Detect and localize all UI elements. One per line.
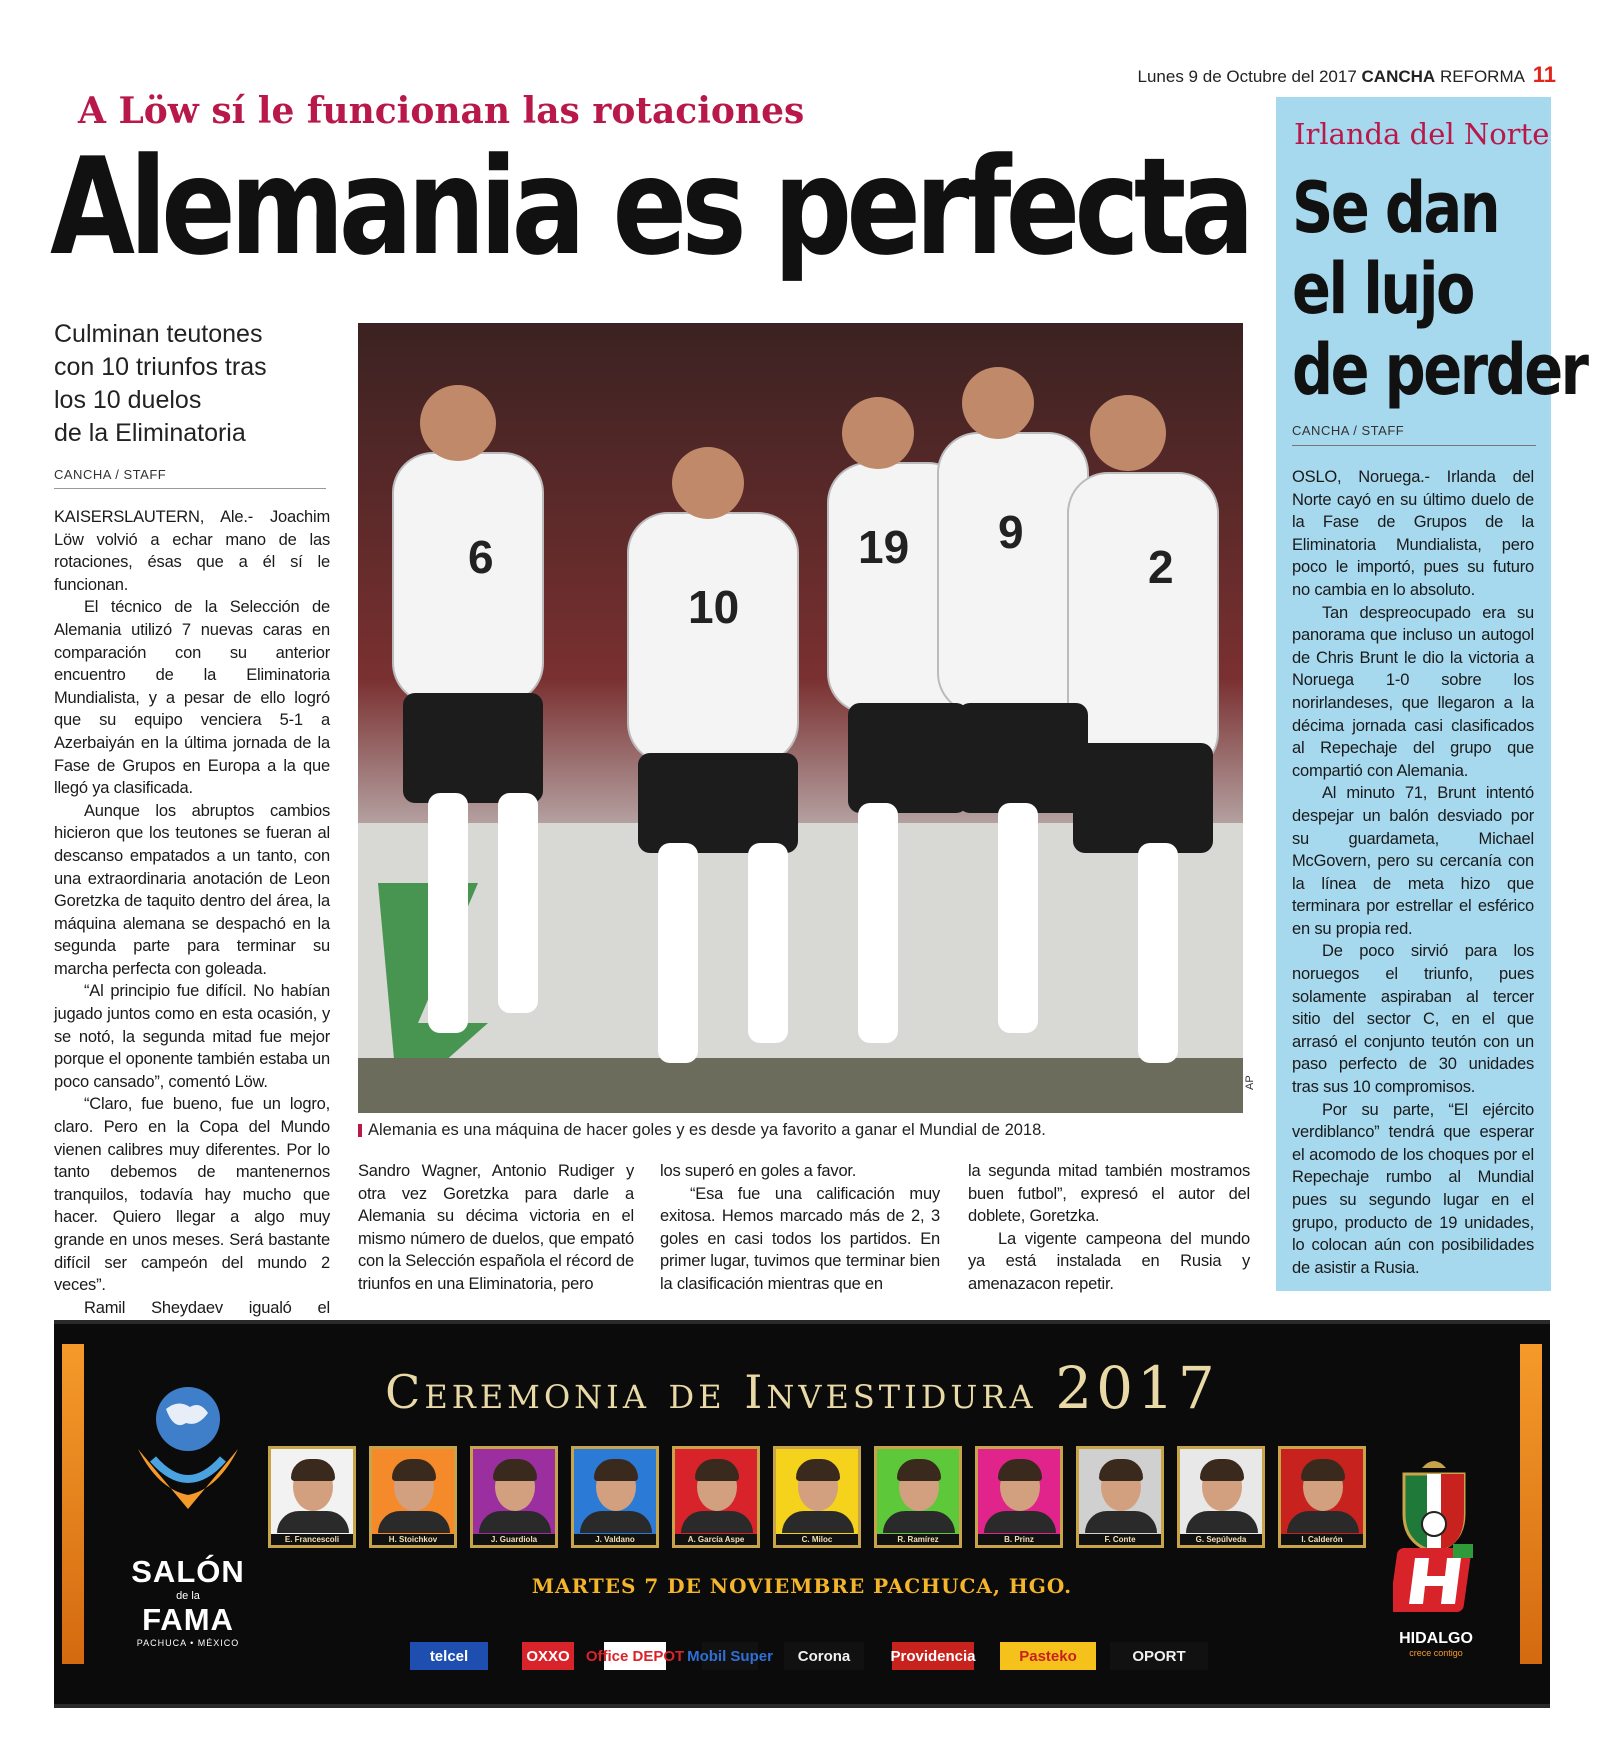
paragraph: Tan despreocupado era su panorama que incluso un autogol de Chris Brunt le dio la victoria a Noruega 1-0 sobre los norirlandeses, que llegaron a la décima jornada casi clasificados al Repechaje del grupo que compartió con Alemania. [1292, 603, 1534, 780]
portrait-hair [998, 1459, 1042, 1481]
caption-marker [358, 1124, 362, 1137]
inductee-portrait [571, 1446, 659, 1548]
fama-text: FAMA [142, 1602, 234, 1637]
portrait-shoulders [883, 1511, 955, 1533]
paragraph: Por su parte, “El ejército verdiblanco” tendrá que esperar el acomodo de los choques por el Repechaje rumbo al Mundial pues su segundo lugar en el grupo, producto de 19 unidades, lo colocan aún con posibilidades de asistir a Rusia. [1292, 1100, 1534, 1277]
sidebar-headline [1292, 168, 1587, 411]
page-number: 11 [1532, 62, 1556, 87]
inductee-name: J. Guardiola [473, 1534, 555, 1545]
inductee-name: C. Miloc [776, 1534, 858, 1545]
inductee-portrait [975, 1446, 1063, 1548]
portrait-hair [291, 1459, 335, 1481]
svg-text:6: 6 [468, 531, 494, 583]
deck-line: los 10 duelos [54, 386, 202, 414]
ad-year: 2017 [1055, 1354, 1219, 1422]
portrait-hair [1099, 1459, 1143, 1481]
deck-line: con 10 triunfos tras [54, 353, 267, 381]
portrait-shoulders [1186, 1511, 1258, 1533]
paragraph: La vigente campeona del mundo ya está instalada en Rusia y amenazacon repetir. [968, 1229, 1250, 1293]
inductee-portrait [773, 1446, 861, 1548]
photo-credit: AP [1244, 1075, 1256, 1090]
inductee-portrait [369, 1446, 457, 1548]
inductee-name: A. García Aspe [675, 1534, 757, 1545]
divider [54, 488, 326, 489]
sponsor-logo: OXXO [522, 1642, 574, 1670]
portrait-hair [897, 1459, 941, 1481]
issue-date: Lunes 9 de Octubre del 2017 [1137, 67, 1357, 86]
paragraph: El técnico de la Selección de Alemania utilizó 7 nuevas caras en comparación con su anterior encuentro de la Eliminatoria Mundialista, y a pesar de ello logró que su equipo venciera 5-1 a Azerbaiyán en la última jornada de la Fase de Grupos en Europa a la que llegó ya clasificada. [54, 598, 330, 798]
hidalgo-logo [1388, 1630, 1484, 1658]
inductee-portrait [1278, 1446, 1366, 1548]
portrait-hair [493, 1459, 537, 1481]
inductee-name: J. Valdano [574, 1534, 656, 1545]
inductee-name: R. Ramírez [877, 1534, 959, 1545]
sponsor-logo: Mobil Super [702, 1642, 758, 1670]
ad-title-text: Ceremonia de Investidura [385, 1365, 1037, 1419]
svg-text:10: 10 [688, 581, 740, 633]
inductee-name: F. Conte [1079, 1534, 1161, 1545]
article-headline: Alemania es perfecta [50, 129, 1250, 285]
inductee-portrait [874, 1446, 962, 1548]
salon-text: de la [176, 1590, 200, 1602]
svg-text:9: 9 [998, 506, 1024, 558]
paragraph: Aunque los abruptos cambios hicieron que los teutones se fueran al descanso empatados a un tanto, con una extraordinaria anotación de Leon Goretzka de taquito dentro del área, la máquina alemana se despachó en la segunda parte para terminar su marcha perfecta con goleada. [54, 801, 330, 978]
article-column-1 [54, 506, 330, 1387]
sidebar-byline: CANCHA / STAFF [1292, 423, 1405, 438]
paragraph: “Al principio fue difícil. No habían jugado juntos como en esta ocasión, y se notó, la segunda mitad fue mejor porque el oponente también estaba un poco cansado”, comentó Löw. [54, 982, 330, 1091]
globe-icon [128, 1379, 248, 1509]
portrait-hair [392, 1459, 436, 1481]
paragraph: “Claro, fue bueno, fue un logro, claro. Pero en la Copa del Mundo vienen calibres muy diferentes. Por lo tanto debemos de mantenernos tranquilos, todavía hay mucho que hacer. Quiero llegar a algo muy grande en unos meses. Será bastante difícil ser campeón del mundo 2 veces”. [54, 1095, 330, 1295]
photo-illustration [358, 323, 1243, 1113]
photo-caption [358, 1121, 1046, 1140]
location-text: PACHUCA • MÉXICO [136, 1638, 240, 1648]
inductee-name: H. Stoichkov [372, 1534, 454, 1545]
inductee-name: I. Calderón [1281, 1534, 1363, 1545]
inductee-name: G. Sepúlveda [1180, 1534, 1262, 1545]
portrait-shoulders [782, 1511, 854, 1533]
inductee-portrait [672, 1446, 760, 1548]
article-column-2 [358, 1160, 634, 1296]
portrait-hair [796, 1459, 840, 1481]
article-column-4 [968, 1160, 1250, 1296]
article-byline: CANCHA / STAFF [54, 467, 167, 482]
hall-of-fame-advertisement [54, 1320, 1550, 1708]
portrait-shoulders [479, 1511, 551, 1533]
article-column-3 [660, 1160, 940, 1296]
salon-de-la-fama-logo [128, 1554, 248, 1648]
article-kicker: A Löw sí le funcionan las rotaciones [78, 90, 805, 132]
headline-line: de perder [1292, 329, 1587, 411]
hidalgo-tagline: crece contigo [1409, 1648, 1463, 1658]
article-deck [54, 318, 354, 450]
portrait-hair [1301, 1459, 1345, 1481]
inductee-name: E. Francescoli [271, 1534, 353, 1545]
salon-text: SALÓN [131, 1554, 245, 1589]
sidebar-kicker: Irlanda del Norte [1294, 117, 1550, 151]
svg-text:2: 2 [1148, 541, 1174, 593]
paragraph: OSLO, Noruega.- Irlanda del Norte cayó en su último duelo de la Fase de Grupos de la Eliminatoria Mundialista, pero poco le importó, pues su futuro no cambia en lo absoluto. [1292, 468, 1534, 599]
event-date: MARTES 7 DE NOVIEMBRE PACHUCA, HGO. [531, 1574, 1073, 1598]
ad-title [54, 1354, 1550, 1422]
portrait-shoulders [580, 1511, 652, 1533]
portrait-hair [1200, 1459, 1244, 1481]
inductee-portrait [1076, 1446, 1164, 1548]
portrait-shoulders [1085, 1511, 1157, 1533]
inductee-portrait [1177, 1446, 1265, 1548]
hidalgo-name: HIDALGO [1399, 1630, 1473, 1647]
divider [1292, 445, 1536, 446]
paragraph: KAISERSLAUTERN, Ale.- Joachim Löw volvió a echar mano de las rotaciones, ésas que a él sí le funcionan. [54, 508, 330, 594]
paragraph: los superó en goles a favor. [660, 1162, 857, 1180]
inductee-name: B. Prinz [978, 1534, 1060, 1545]
sponsor-logo: Pasteko [1000, 1642, 1096, 1670]
dateline [1138, 62, 1556, 88]
portrait-hair [695, 1459, 739, 1481]
sidebar-text [1292, 466, 1534, 1279]
sponsor-logo: Office DEPOT [604, 1642, 666, 1670]
sponsor-logo: Providencia [892, 1642, 974, 1670]
paragraph: Ramil Sheydaev igualó el [84, 1298, 330, 1317]
svg-text:19: 19 [858, 521, 910, 573]
team-celebration-photo [358, 323, 1243, 1113]
paragraph: Al minuto 71, Brunt intentó despejar un balón desviado por su guardameta, Michael McGovern, pero su cercanía con la línea de meta hizo que terminara por estrellar el esférico en su propia red. [1292, 784, 1534, 938]
inductee-portrait [470, 1446, 558, 1548]
sponsor-logo: telcel [410, 1642, 488, 1670]
deck-line: Culminan teutones [54, 320, 263, 348]
caption-text: Alemania es una máquina de hacer goles y es desde ya favorito a ganar el Mundial de 2018. [368, 1121, 1046, 1139]
sponsor-logo: OPORT [1110, 1642, 1208, 1670]
deck-line: de la Eliminatoria [54, 419, 246, 447]
portrait-hair [594, 1459, 638, 1481]
portrait-shoulders [1287, 1511, 1359, 1533]
paragraph: “Esa fue una calificación muy exitosa. Hemos marcado más de 2, 3 goles en casi todos los partidos. En primer lugar, tuvimos que terminar bien la clasificación mientras que en [660, 1184, 940, 1293]
portrait-shoulders [984, 1511, 1056, 1533]
crest-icon [1394, 1454, 1474, 1554]
portrait-shoulders [681, 1511, 753, 1533]
sponsor-logo: Corona [784, 1642, 864, 1670]
headline-line: Se dan [1292, 167, 1499, 249]
paragraph: De poco sirvió para los noruegos el triunfo, pues solamente aspiraban al tercer sitio del sector C, en el que arrasó el conjunto teutón con un paso perfecto de 30 unidades tras sus 10 compromisos. [1292, 942, 1534, 1097]
portrait-shoulders [277, 1511, 349, 1533]
portrait-shoulders [378, 1511, 450, 1533]
hidalgo-h-icon [1393, 1540, 1479, 1620]
paper-name: REFORMA [1439, 67, 1524, 86]
inductee-portrait [268, 1446, 356, 1548]
headline-line: el lujo [1292, 248, 1474, 330]
paragraph: Sandro Wagner, Antonio Rudiger y otra vez Goretzka para darle a Alemania su décima victoria en el mismo número de duelos, que empató con la Selección española el récord de triunfos en una Eliminatoria, pero [358, 1162, 634, 1293]
paragraph: la segunda mitad también mostramos buen futbol”, expresó el autor del doblete, Goretzka. [968, 1162, 1250, 1226]
section-name: CANCHA [1361, 67, 1436, 86]
